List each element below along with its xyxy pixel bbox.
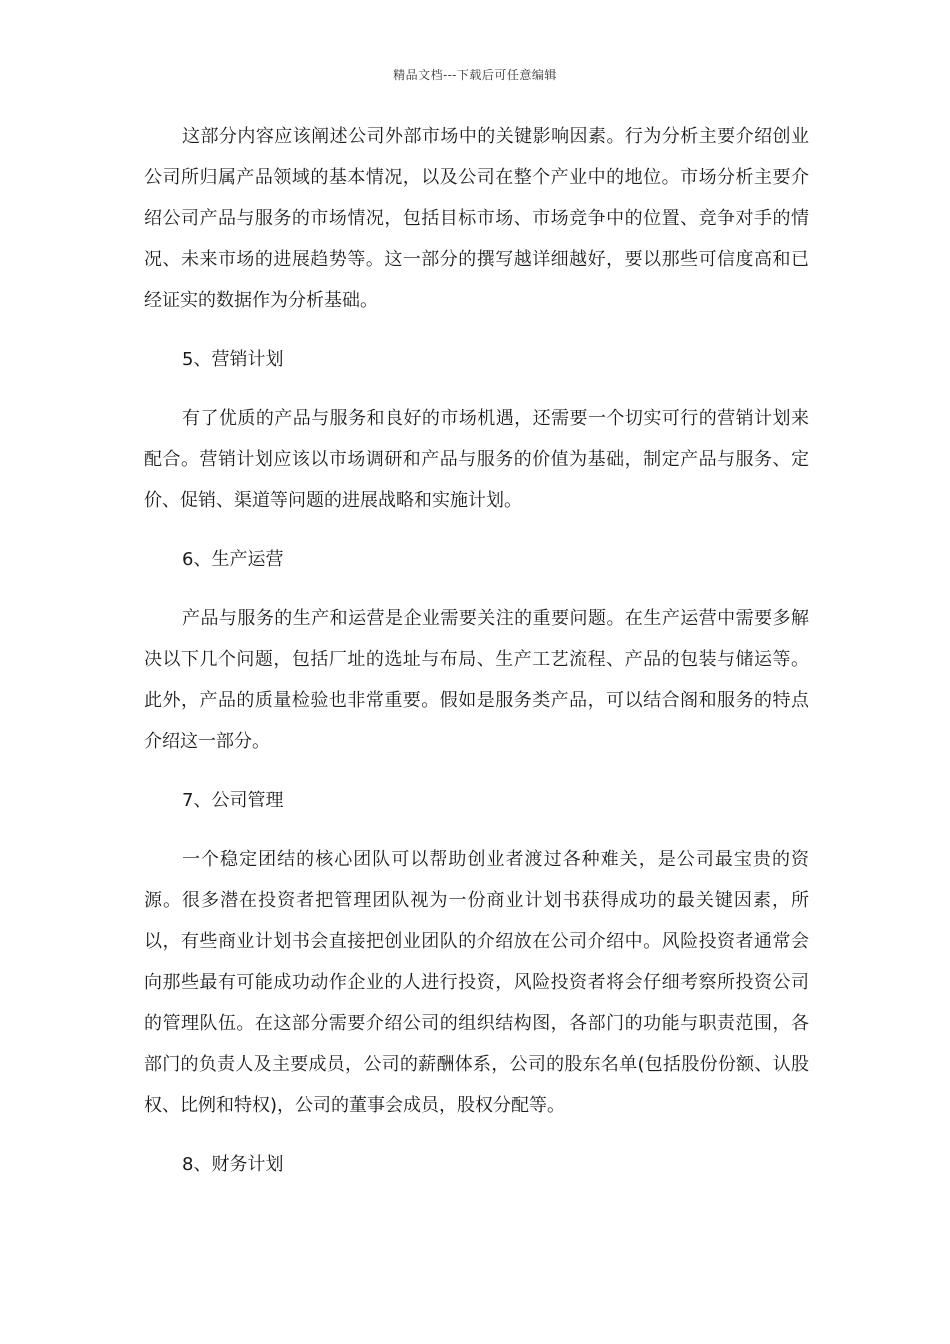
production-operations-paragraph: 产品与服务的生产和运营是企业需要关注的重要问题。在生产运营中需要多解决以下几个问题，包括厂址的选址与布局、生产工艺流程、产品的包装与储运等。此外，产品的质量检验也非常重要。假如是服务类产品，可以结合阁和服务的特点介绍这一部分。: [144, 608, 809, 752]
section-heading-production-operations: 6、生产运营: [182, 549, 284, 570]
section-heading-financial-plan: 8、财务计划: [182, 1154, 284, 1175]
section-heading-company-management: 7、公司管理: [182, 790, 284, 811]
section-heading-marketing-plan: 5、营销计划: [182, 349, 284, 370]
intro-paragraph: 这部分内容应该阐述公司外部市场中的关键影响因素。行为分析主要介绍创业公司所归属产品领域的基本情况，以及公司在整个产业中的地位。市场分析主要介绍公司产品与服务的市场情况，包括目标市场、市场竞争中的位置、竞争对手的情况、未来市场的进展趋势等。这一部分的撰写越详细越好，要以那些可信度高和已经证实的数据作为分析基础。: [144, 126, 809, 311]
page-header: 精品文档---下载后可任意编辑: [393, 68, 557, 82]
company-management-paragraph: 一个稳定团结的核心团队可以帮助创业者渡过各种难关，是公司最宝贵的资源。很多潜在投资者把管理团队视为一份商业计划书获得成功的最关键因素，所以，有些商业计划书会直接把创业团队的介绍放在公司介绍中。风险投资者通常会向那些最有可能成功动作企业的人进行投资，风险投资者将会仔细考察所投资公司的管理队伍。在这部分需要介绍公司的组织结构图，各部门的功能与职责范围，各部门的负责人及主要成员，公司的薪酬体系，公司的股东名单(包括股份份额、认股权、比例和特权)，公司的董事会成员，股权分配等。: [144, 849, 809, 1116]
marketing-plan-paragraph: 有了优质的产品与服务和良好的市场机遇，还需要一个切实可行的营销计划来配合。营销计划应该以市场调研和产品与服务的价值为基础，制定产品与服务、定价、促销、渠道等问题的进展战略和实施计划。: [144, 408, 809, 511]
document-body: [144, 116, 809, 1185]
